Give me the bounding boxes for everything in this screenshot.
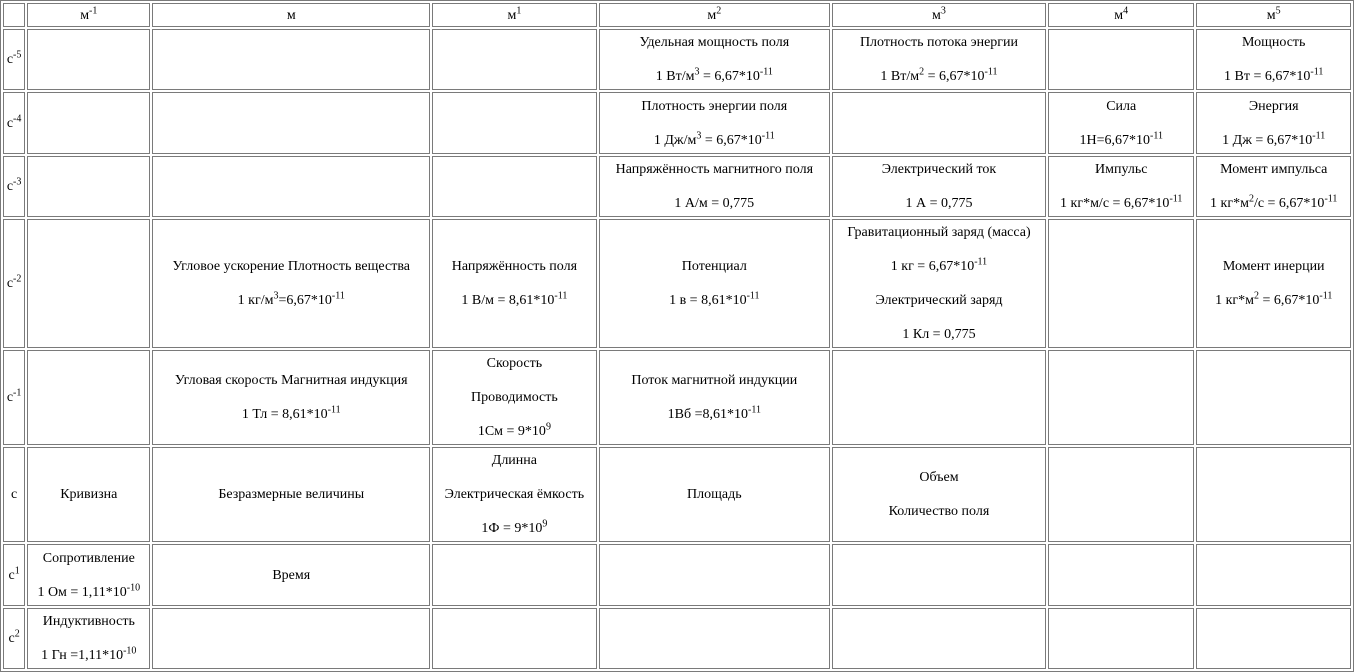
row-s-minus5 — [3, 29, 1351, 90]
empty-cell — [1048, 350, 1194, 445]
empty-cell — [1048, 608, 1194, 669]
empty-cell — [1048, 447, 1194, 542]
empty-cell — [832, 544, 1046, 605]
col-header-m-minus1: $м^{-1}$ — [27, 3, 150, 27]
cell-inductance: Индуктивность 1 Гн $=1,11*10^{-10}$ — [27, 608, 150, 669]
cell-force: Сила $1Н=6,67*10^{-11}$ — [1048, 92, 1194, 153]
empty-cell — [599, 544, 830, 605]
empty-cell — [27, 92, 150, 153]
empty-cell — [1196, 608, 1351, 669]
cell-potential: Потенциал 1 $в = 8,61*10^{-11}$ — [599, 219, 830, 348]
cell-magnetic-flux: Поток магнитной индукции $1Вб =8,61*10^{-11}$ — [599, 350, 830, 445]
empty-cell — [432, 29, 597, 90]
cell-energy: Энергия 1 Дж = $6,67*10^{-11}$ — [1196, 92, 1351, 153]
empty-cell — [432, 608, 597, 669]
empty-cell — [1048, 544, 1194, 605]
row-header-s-minus4: $с^{-4}$ — [3, 92, 25, 153]
cell-momentum: Импульс 1 $кг*м/с = 6,67*10^{-11}$ — [1048, 156, 1194, 217]
cell-angular-acceleration-density: Угловое ускорение Плотность вещества 1 $кг/м^3=6,67*10^{-11}$ — [152, 219, 430, 348]
row-header-s-minus3: $с^{-3}$ — [3, 156, 25, 217]
empty-cell — [27, 29, 150, 90]
cell-time: Время — [152, 544, 430, 605]
empty-cell — [152, 29, 430, 90]
cell-angular-velocity-magnetic-induction: Угловая скорость Магнитная индукция 1 Тл = $8,61*10^{-11}$ — [152, 350, 430, 445]
header-row — [3, 3, 1351, 27]
cell-length-capacitance: Длинна Электрическая ёмкость $1Ф = 9*10^9$ — [432, 447, 597, 542]
cell-angular-momentum: Момент импульса 1 $кг*м^2/с = 6,67*10^{-11}$ — [1196, 156, 1351, 217]
cell-area: Площадь — [599, 447, 830, 542]
empty-cell — [599, 608, 830, 669]
row-s-minus4 — [3, 92, 1351, 153]
row-header-s: с — [3, 447, 25, 542]
cell-curvature: Кривизна — [27, 447, 150, 542]
empty-cell — [432, 156, 597, 217]
empty-cell — [1196, 447, 1351, 542]
empty-cell — [432, 92, 597, 153]
empty-cell — [1048, 29, 1194, 90]
row-header-s-minus5: $с^{-5}$ — [3, 29, 25, 90]
empty-cell — [832, 608, 1046, 669]
cell-moment-of-inertia: Момент инерции 1 $кг*м^2 = 6,67*10^{-11}$ — [1196, 219, 1351, 348]
row-s1 — [3, 544, 1351, 605]
empty-cell — [27, 156, 150, 217]
cell-volume-field-quantity: Объем Количество поля — [832, 447, 1046, 542]
col-header-m5: $м^5$ — [1196, 3, 1351, 27]
cell-dimensionless: Безразмерные величины — [152, 447, 430, 542]
empty-cell — [832, 350, 1046, 445]
cell-resistance: Сопротивление 1 Ом = $1,11*10^{-10}$ — [27, 544, 150, 605]
empty-cell — [1196, 350, 1351, 445]
cell-specific-field-power: Удельная мощность поля 1 $Вт/м^3 = 6,67*10^{-11}$ — [599, 29, 830, 90]
empty-cell — [27, 350, 150, 445]
empty-cell — [27, 219, 150, 348]
row-s-minus2 — [3, 219, 1351, 348]
col-header-m: м — [152, 3, 430, 27]
empty-cell — [152, 156, 430, 217]
row-header-s2: $с^2$ — [3, 608, 25, 669]
row-s — [3, 447, 1351, 542]
cell-velocity-conductance: Скорость Проводимость $1См = 9*10^9$ — [432, 350, 597, 445]
col-header-m3: $м^3$ — [832, 3, 1046, 27]
empty-cell — [1048, 219, 1194, 348]
corner-cell — [3, 3, 25, 27]
empty-cell — [832, 92, 1046, 153]
col-header-m2: $м^2$ — [599, 3, 830, 27]
cell-magnetic-field-strength: Напряжённость магнитного поля 1 А/м = 0,775 — [599, 156, 830, 217]
cell-field-energy-density: Плотность энергии поля 1 $Дж/м^3 = 6,67*10^{-11}$ — [599, 92, 830, 153]
row-s-minus1 — [3, 350, 1351, 445]
empty-cell — [152, 608, 430, 669]
empty-cell — [432, 544, 597, 605]
empty-cell — [1196, 544, 1351, 605]
row-s2 — [3, 608, 1351, 669]
col-header-m1: $м^1$ — [432, 3, 597, 27]
row-header-s1: $с^1$ — [3, 544, 25, 605]
row-header-s-minus1: $с^{-1}$ — [3, 350, 25, 445]
cell-electric-current: Электрический ток 1 А = 0,775 — [832, 156, 1046, 217]
row-header-s-minus2: $с^{-2}$ — [3, 219, 25, 348]
cell-power: Мощность 1 Вт = $6,67*10^{-11}$ — [1196, 29, 1351, 90]
cell-gravitational-electric-charge: Гравитационный заряд (масса) 1 кг = $6,67*10^{-11}$ Электрический заряд 1 Кл = 0,775 — [832, 219, 1046, 348]
empty-cell — [152, 92, 430, 153]
cell-energy-flux-density: Плотность потока энергии 1 $Вт/м^2 = 6,67*10^{-11}$ — [832, 29, 1046, 90]
col-header-m4: $м^4$ — [1048, 3, 1194, 27]
row-s-minus3 — [3, 156, 1351, 217]
cell-field-strength: Напряжённость поля 1 $В/м = 8,61*10^{-11}$ — [432, 219, 597, 348]
